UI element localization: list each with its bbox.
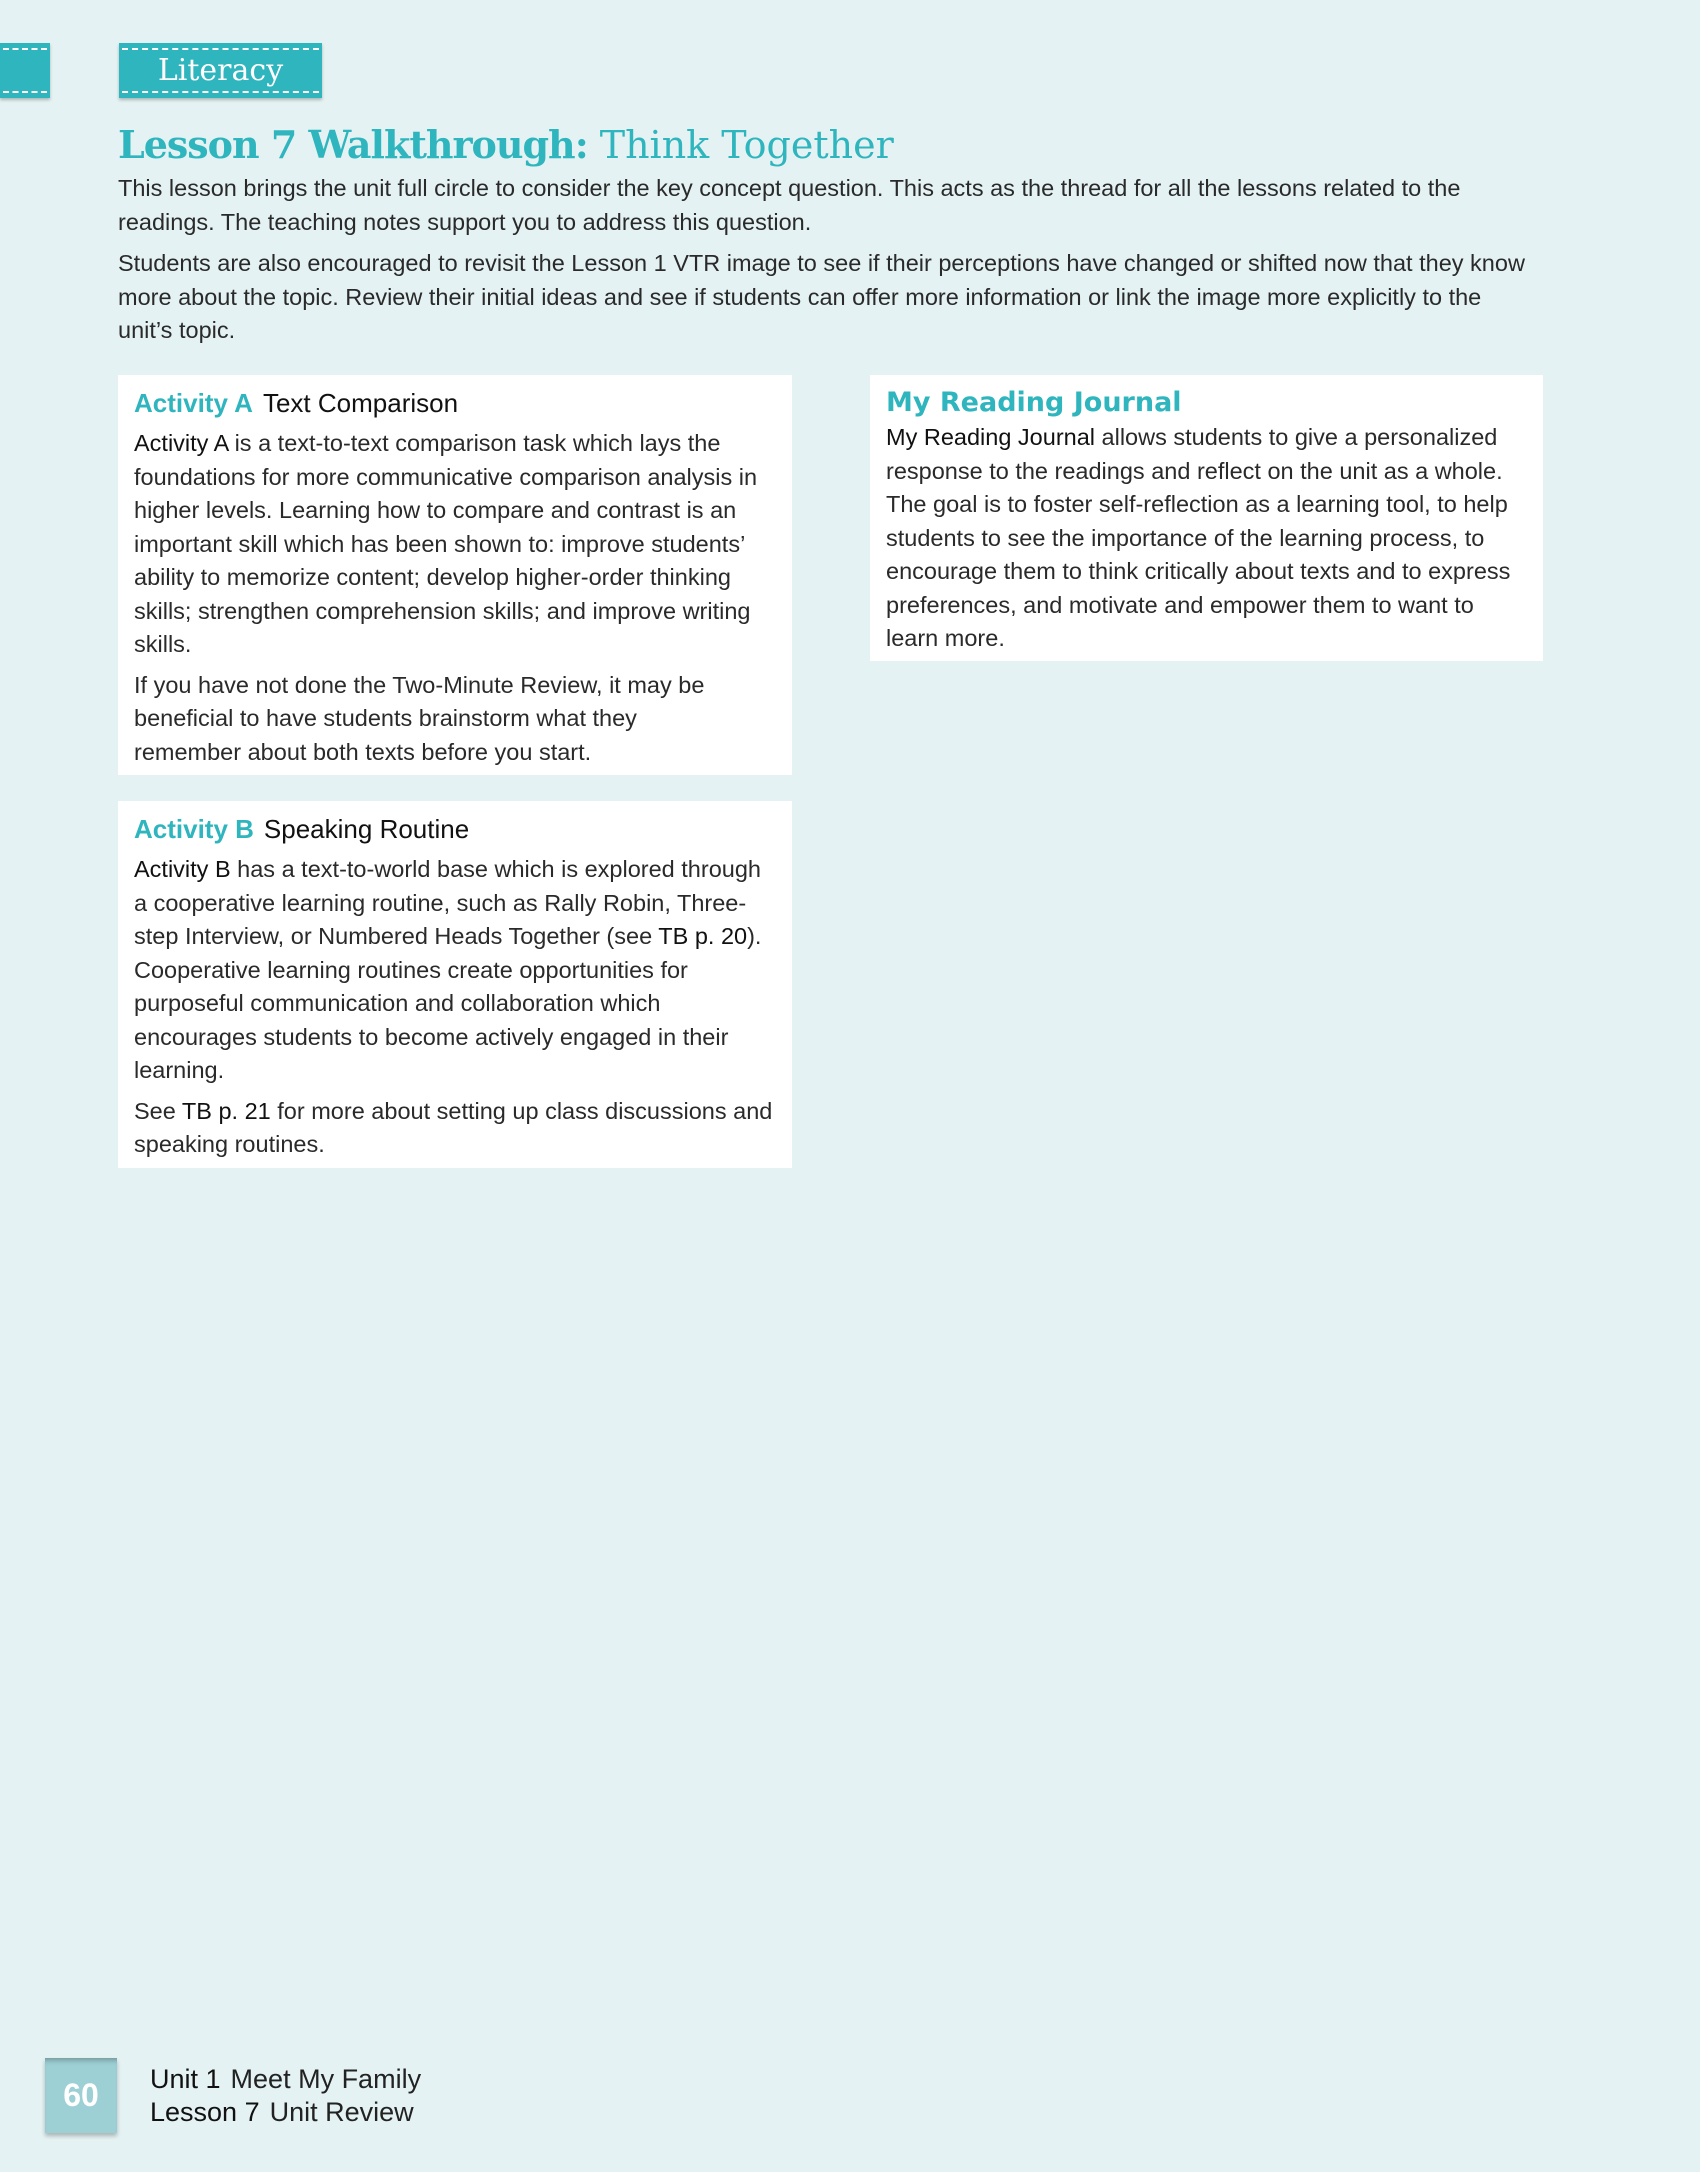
unit-title: Meet My Family [230,2064,422,2094]
lead-term: My Reading Journal [886,424,1095,450]
activity-title: Text Comparison [262,388,459,418]
title-light: Think Together [599,123,894,167]
section-ribbon-left [0,43,50,98]
tb-reference: TB p. 20 [658,923,748,949]
tb-reference: TB p. 21 [181,1097,271,1124]
activity-a-paragraph: If you have not done the Two-Minute Review, it may be beneficial to have students brainstorm what they remember about both texts before you start. [134,671,705,765]
paragraph-text: has a text-to-world base which is explored through a cooperative learning routine, such as Rally Robin, Three-step Interview, or Numbered Heads Together (see [134,856,761,949]
intro-paragraph: Students are also encouraged to revisit the Lesson 1 VTR image to see if their perceptions have changed or shifted now that they know more about the topic. Review their initial ideas and see if students can offer more information or link the image more explicitly to the unit’s topic. [118,250,1525,343]
footer-unit [150,2063,421,2096]
activity-tag: Activity A [134,388,253,418]
footer-info [150,2063,421,2129]
unit-label: Unit 1 [150,2064,221,2094]
lead-term: Activity B [134,856,231,882]
paragraph-text: is a text-to-text comparison task which lays the foundations for more communicative comparison analysis in higher levels. Learning how to compare and contrast is an important skill which has been shown to: improve students’ ability to memorize content; develop higher-order thinking skills; strengthen comprehension skills; and improve writing skills. [134,430,758,657]
activity-title: Speaking Routine [263,814,470,844]
activity-a-paragraph [134,427,776,662]
journal-paragraph [886,421,1527,656]
lesson-label: Lesson 7 [150,2097,260,2127]
footer-lesson [150,2096,421,2129]
reading-journal-box [870,375,1543,661]
intro-paragraph: This lesson brings the unit full circle to consider the key concept question. This acts as the thread for all the lessons related to the readings. The teaching notes support you to address this question. [118,175,1461,235]
activity-b-paragraph [134,853,776,1088]
activity-a-box [118,375,792,775]
activity-tag: Activity B [134,814,254,844]
intro [118,172,1538,356]
activity-a-heading [134,385,776,421]
activity-b-heading [134,811,776,847]
paragraph-text: for more about setting up class discussions and speaking routines. [134,1097,773,1157]
activity-b-paragraph [134,1095,776,1162]
paragraph-text: allows students to give a personalized response to the readings and reflect on the unit as a whole. The goal is to foster self-reflection as a learning tool, to help students to see the importance of the learning process, to encourage them to think critically about texts and to express preferences, and motivate and empower them to want to learn more. [886,424,1511,651]
paragraph-text: ). Cooperative learning routines create opportunities for purposeful communication and collaboration which encourages students to become actively engaged in their learning. [134,923,762,1083]
page-title [118,122,894,167]
page-number: 60 [45,2058,117,2133]
activity-b-box [118,801,792,1168]
lead-term: Activity A [134,430,229,456]
paragraph-text: See [134,1097,182,1124]
lesson-title: Unit Review [269,2097,414,2127]
title-bold: Lesson 7 Walkthrough: [118,122,588,167]
journal-heading: My Reading Journal [886,387,1182,418]
section-ribbon-literacy: Literacy [119,43,322,98]
